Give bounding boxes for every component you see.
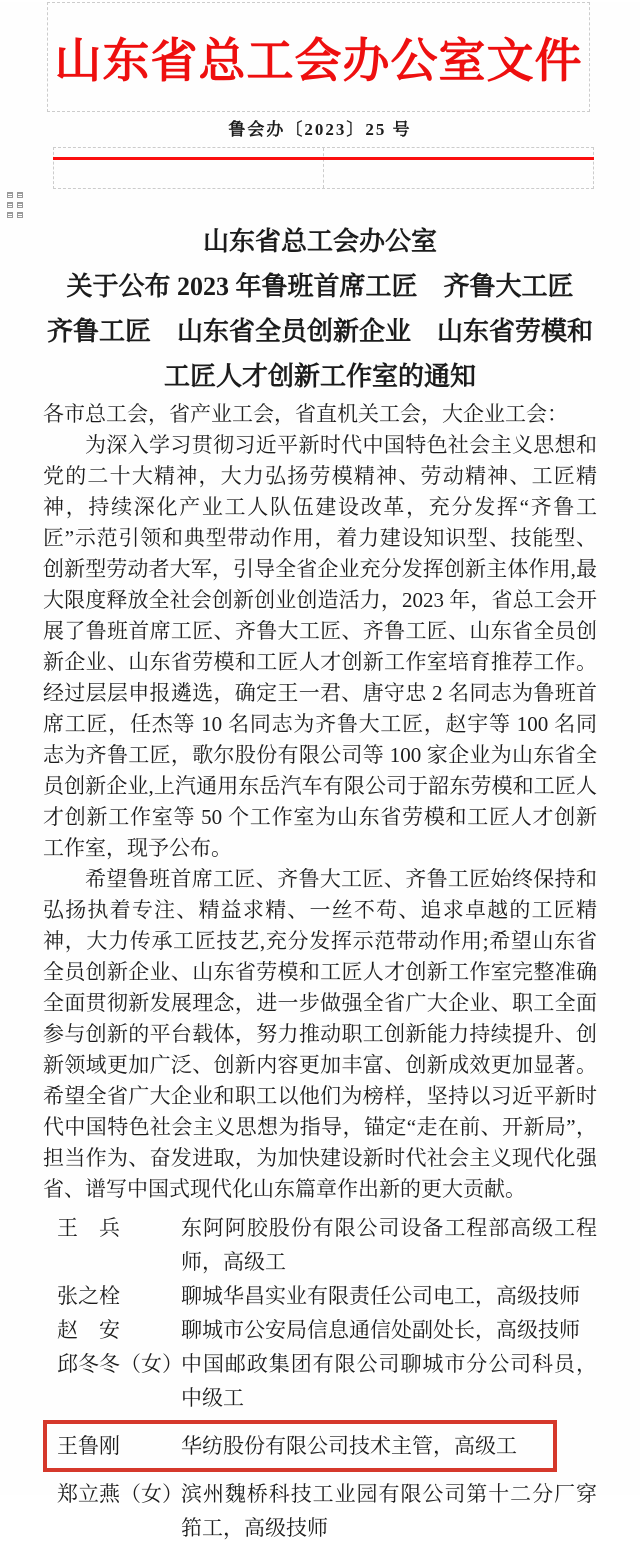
- awardee-description: 滨州魏桥科技工业园有限公司第十二分厂穿筘工，高级技师: [181, 1482, 597, 1540]
- separator-cell-right: [324, 148, 593, 188]
- separator-table: [53, 147, 594, 189]
- awardee-row: [43, 1211, 597, 1279]
- banner-title: 山东省总工会办公室文件: [54, 35, 583, 88]
- doc-number: 鲁会办〔2023〕25 号: [228, 120, 412, 139]
- awardee-description: 聊城华昌实业有限责任公司电工，高级技师: [181, 1284, 580, 1308]
- red-rule: [53, 157, 594, 160]
- awardee-description: 中国邮政集团有限公司聊城市分公司科员，中级工: [181, 1352, 597, 1410]
- awardee-description: 东阿阿胶股份有限公司设备工程部高级工程师，高级工: [181, 1216, 597, 1274]
- awardee-row: [43, 1279, 597, 1313]
- awardee-row-highlighted: [47, 1429, 553, 1463]
- title-line-2: 关于公布 2023 年鲁班首席工匠 齐鲁大工匠: [66, 272, 574, 301]
- awardee-row: [43, 1477, 597, 1545]
- document-header-banner: [47, 2, 590, 112]
- document-title: [0, 219, 640, 399]
- title-line-1: 山东省总工会办公室: [202, 227, 437, 256]
- separator-cell-left: [54, 148, 324, 188]
- awardee-name: 赵 安: [57, 1318, 120, 1342]
- paragraph-2: 希望鲁班首席工匠、齐鲁大工匠、齐鲁工匠始终保持和弘扬执着专注、精益求精、一丝不苟、追求卓越的工匠精神，大力传承工匠技艺,充分发挥示范带动作用;希望山东省全员创新企业、山东省劳模和工匠人才创新工作室完整准确全面贯彻新发展理念，进一步做强全省广大企业、职工全面参与创新的平台载体，努力推动职工创新能力持续提升、创新领域更加广泛、创新内容更加丰富、创新成效更加显著。希望全省广大企业和职工以他们为榜样，坚持以习近平新时代中国特色社会主义思想为指导，锚定“走在前、开新局”，担当作为、奋发进取，为加快建设新时代社会主义现代化强省、谱写中国式现代化山东篇章作出新的更大贡献。: [43, 867, 597, 1201]
- drag-handle-icon[interactable]: [7, 192, 23, 218]
- awardee-row: [43, 1347, 597, 1415]
- awardee-name: 王鲁刚: [57, 1434, 120, 1458]
- paragraph-1: 为深入学习贯彻习近平新时代中国特色社会主义思想和党的二十大精神，大力弘扬劳模精神、劳动精神、工匠精神，持续深化产业工人队伍建设改革，充分发挥“齐鲁工匠”示范引领和典型带动作用，着力建设知识型、技能型、创新型劳动者大军，引导全省企业充分发挥创新主体作用,最大限度释放全社会创新创业创造活力，2023 年，省总工会开展了鲁班首席工匠、齐鲁大工匠、齐鲁工匠、山东省全员创新企业、山东省劳模和工匠人才创新工作室培育推荐工作。经过层层申报遴选，确定王一君、唐守忠 2 名同志为鲁班首席工匠，任杰等 10 名同志为齐鲁大工匠，赵宇等 100 名同志为齐鲁工匠，歌尔股份有限公司等 100 家企业为山东省全员创新企业,上汽通用东岳汽车有限公司于韶东劳模和工匠人才创新工作室等 50 个工作室为山东省劳模和工匠人才创新工作室，现予公布。: [43, 433, 597, 860]
- awardee-description: 聊城市公安局信息通信处副处长，高级技师: [181, 1318, 580, 1342]
- title-line-3: 齐鲁工匠 山东省全员创新企业 山东省劳模和: [46, 317, 593, 346]
- awardee-name: 王 兵: [57, 1216, 120, 1240]
- title-line-4: 工匠人才创新工作室的通知: [163, 362, 476, 391]
- document-page: [0, 2, 640, 1540]
- highlight-box: [43, 1420, 557, 1472]
- awardee-name: 张之栓: [57, 1284, 120, 1308]
- salutation: 各市总工会，省产业工会，省直机关工会，大企业工会：: [43, 402, 568, 426]
- awardee-row: [43, 1313, 597, 1347]
- awardee-name: 郑立燕（女）: [57, 1482, 183, 1506]
- awardee-list: [43, 1211, 597, 1545]
- awardee-description: 华纺股份有限公司技术主管，高级工: [181, 1434, 517, 1458]
- awardee-name: 邱冬冬（女）: [57, 1352, 183, 1376]
- document-body: [43, 399, 597, 1205]
